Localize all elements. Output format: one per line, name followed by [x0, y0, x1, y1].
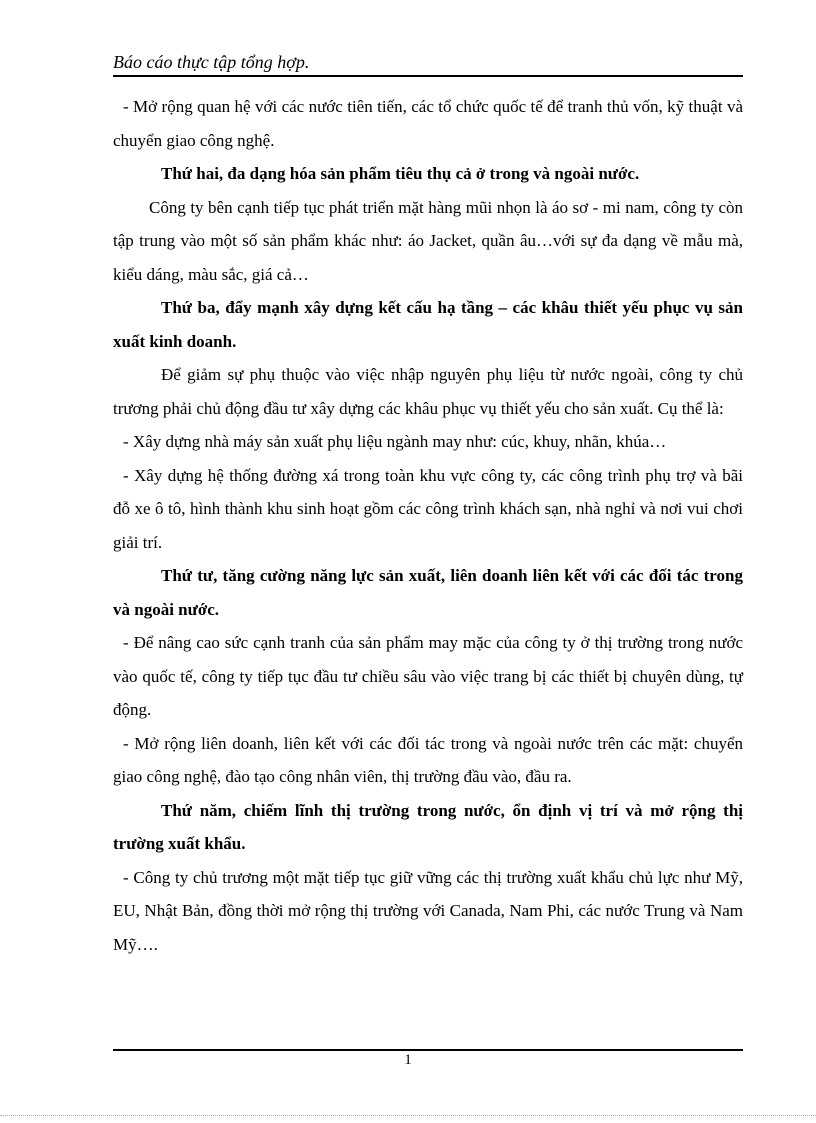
- body-paragraph: Để giảm sự phụ thuộc vào việc nhập nguyên phụ liệu từ nước ngoài, công ty chủ trương phải chủ động đầu tư xây dựng các khâu phục vụ thiết yếu cho sản xuất. Cụ thể là:: [113, 365, 743, 418]
- footer-rule: [113, 1049, 743, 1051]
- page-body: [113, 90, 743, 961]
- section-heading: Thứ năm, chiếm lĩnh thị trường trong nước, ổn định vị trí và mở rộng thị trường xuất khẩu.: [113, 800, 743, 853]
- bullet-paragraph: - Xây dựng hệ thống đường xá trong toàn khu vực công ty, các công trình phụ trợ và bãi đỗ xe ô tô, hình thành khu sinh hoạt gồm các công trình khách sạn, nhà nghỉ và nơi vui chơi giải trí.: [113, 465, 743, 552]
- section-heading: Thứ hai, đa dạng hóa sản phẩm tiêu thụ cả ở trong và ngoài nước.: [161, 164, 640, 183]
- bullet-paragraph: - Công ty chủ trương một mặt tiếp tục giữ vững các thị trường xuất khẩu chủ lực như Mỹ, EU, Nhật Bản, đồng thời mở rộng thị trường với Canada, Nam Phi, các nước Trung và Nam Mỹ….: [113, 867, 743, 954]
- bullet-paragraph: - Mở rộng quan hệ với các nước tiên tiến, các tổ chức quốc tế để tranh thủ vốn, kỹ thuật và chuyển giao công nghệ.: [113, 97, 743, 150]
- header-rule: [113, 75, 743, 77]
- page-edge-divider: [0, 1115, 816, 1116]
- bullet-paragraph: - Mở rộng liên doanh, liên kết với các đối tác trong và ngoài nước trên các mặt: chuyển giao công nghệ, đào tạo công nhân viên, thị trường đầu vào, đầu ra.: [113, 733, 743, 786]
- section-heading: Thứ tư, tăng cường năng lực sản xuất, liên doanh liên kết với các đối tác trong và ngoài nước.: [113, 566, 743, 619]
- bullet-paragraph: - Để nâng cao sức cạnh tranh của sản phẩm may mặc của công ty ở thị trường trong nước vào quốc tế, công ty tiếp tục đầu tư chiều sâu vào việc trang bị các thiết bị chuyên dùng, tự động.: [113, 633, 743, 719]
- page-number: 1: [404, 1052, 412, 1068]
- section-heading: Thứ ba, đẩy mạnh xây dựng kết cấu hạ tầng – các khâu thiết yếu phục vụ sản xuất kinh doanh.: [113, 298, 743, 351]
- body-paragraph: Công ty bên cạnh tiếp tục phát triển mặt hàng mũi nhọn là áo sơ - mi nam, công ty còn tập trung vào một số sản phẩm khác như: áo Jacket, quần âu…với sự đa dạng về mẫu mà, kiểu dáng, màu sắc, giá cả…: [113, 197, 743, 284]
- bullet-paragraph: - Xây dựng nhà máy sản xuất phụ liệu ngành may như: cúc, khuy, nhãn, khúa…: [123, 432, 667, 451]
- running-header: Báo cáo thực tập tổng hợp.: [113, 52, 310, 72]
